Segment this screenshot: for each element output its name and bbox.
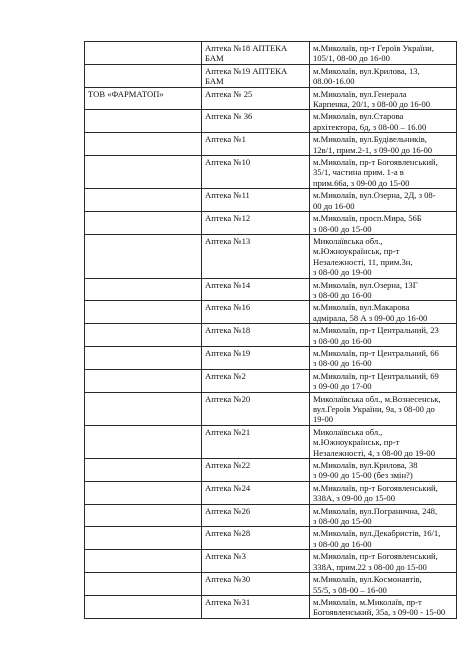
address-cell [310,504,457,527]
pharmacy-line: Аптека №1 [205,134,246,145]
address-line: 55/5, з 08-00 – 16-00 [313,584,387,595]
address-cell [310,234,457,278]
address-cell [310,42,457,65]
address-line: прим.66а, з 09-00 до 15-00 [313,177,410,188]
pharmacy-cell [202,301,310,324]
pharmacy-line: Аптека №3 [205,551,246,562]
address-line: м.Миколаїв, вул.Озерна, 13Г [313,279,418,290]
address-cell [310,595,457,618]
address-line: Богоявленський, 35а, з 09-00 - 15-00 [313,607,446,618]
address-cell [310,110,457,133]
pharmacy-line: Аптека №20 [205,393,251,404]
address-line: м.Миколаїв, вул.Пограничнa, 248, [313,505,438,516]
address-line: 08.00-16.00 [313,76,355,87]
address-line: Карпенка, 20/1, з 08-00 до 16-00 [313,99,431,110]
address-line: 35/1, частина прим. 1-а в [313,167,404,178]
address-cell [310,278,457,301]
company-cell [85,156,202,189]
address-line: з 08-00 до 16-00 [313,358,372,369]
address-cell [310,156,457,189]
pharmacy-line: Аптека №30 [205,574,251,585]
table-row [85,504,457,527]
address-line: Незалежності, 4, з 08-00 до 19-00 [313,447,436,458]
address-line: м.Миколаїв, вул.Будівельників, [313,134,427,145]
table-row [85,156,457,189]
table-row [85,278,457,301]
table-row [85,425,457,458]
table-row [85,189,457,212]
address-cell [310,87,457,110]
company-cell [85,42,202,65]
table-row [85,481,457,504]
address-line: м.Миколаїв, вул.Старова [313,111,404,122]
company-cell [85,278,202,301]
table-row [85,527,457,550]
table-row [85,87,457,110]
company-cell [85,481,202,504]
table-row [85,42,457,65]
address-line: м.Миколаїв, пр-т Богоявленський, [313,157,438,168]
pharmacy-cell [202,527,310,550]
address-line: м.Южноукраїнськ, пр-т [313,437,400,448]
table-row [85,346,457,369]
company-cell [85,189,202,212]
address-cell [310,133,457,156]
table-row [85,212,457,235]
address-line: м.Миколаїв, пр-т Центральний, 23 [313,325,439,336]
address-line: м.Миколаїв, вул.Декабристів, 16/1, [313,528,441,539]
pharmacy-line: Аптека №14 [205,279,251,290]
address-line: адмірала, 58 А з 09-00 до 16-00 [313,312,428,323]
table-row [85,369,457,392]
address-line: архітектора, 6д, з 08-00 – 16.00 [313,121,427,132]
pharmacy-line: Аптека № 25 [205,88,253,99]
address-line: з 09-00 до 15-00 (без змін?) [313,470,413,481]
company-cell: ТОВ «ФАРМАТОП» [85,87,202,110]
pharmacy-line: Аптека №18 [205,325,251,336]
table-row [85,595,457,618]
pharmacy-line: БАМ [205,53,224,64]
address-cell [310,425,457,458]
table-row [85,234,457,278]
address-line: м.Миколаїв, вул.Макарова [313,302,410,313]
company-cell [85,459,202,482]
pharmacy-cell [202,550,310,573]
address-cell [310,459,457,482]
address-line: 12в/1, прим.2-1, з 09-00 до 16-00 [313,144,433,155]
pharmacy-cell [202,573,310,596]
company-cell [85,369,202,392]
address-line: з 08-00 до 15-00 [313,516,372,527]
address-cell [310,392,457,425]
address-line: м.Миколаїв, пр-т Богоявленський, [313,551,438,562]
address-cell [310,324,457,347]
address-line: 338А, прим.22 з 08-00 до 15-00 [313,561,427,572]
company-cell [85,324,202,347]
address-cell [310,346,457,369]
table-row [85,64,457,87]
address-cell [310,481,457,504]
address-line: 00 до 16-00 [313,200,355,211]
pharmacy-line: Аптека №11 [205,190,250,201]
address-line: м.Миколаїв, м.Миколаїв, пр-т [313,596,422,607]
address-line: м.Миколаїв, вул.Озерна, 2Д, з 08- [313,190,436,201]
address-line: з 08-00 до 19-00 [313,267,372,278]
address-cell [310,189,457,212]
pharmacy-cell [202,459,310,482]
pharmacy-line: Аптека №26 [205,505,251,516]
pharmacy-cell [202,189,310,212]
company-cell [85,346,202,369]
pharmacy-cell [202,278,310,301]
pharmacy-cell [202,133,310,156]
address-line: Незалежності, 11, прим.3н, [313,256,413,267]
pharmacy-line: Аптека №2 [205,370,246,381]
pharmacy-line: Аптека №19 АПТЕКА [205,65,288,76]
address-cell [310,550,457,573]
pharmacy-cell [202,595,310,618]
pharmacy-cell [202,324,310,347]
company-cell [85,64,202,87]
address-line: м.Миколаїв, просп.Мира, 56Б [313,213,422,224]
address-line: м.Миколаїв, пр-т Центральний, 66 [313,347,439,358]
table-row [85,133,457,156]
pharmacy-cell [202,234,310,278]
company-cell [85,550,202,573]
pharmacy-line: Аптека №22 [205,460,251,471]
address-cell [310,64,457,87]
address-line: м.Миколаїв, вул.Космонавтів, [313,574,422,585]
pharmacy-cell [202,42,310,65]
pharmacy-cell [202,481,310,504]
pharmacy-cell [202,110,310,133]
pharmacy-line: Аптека № 36 [205,111,253,122]
address-line: з 08-00 до 15-00 [313,223,372,234]
pharmacy-line: Аптека №16 [205,302,251,313]
address-line: м.Миколаїв, пр-т Центральний, 69 [313,370,439,381]
address-line: вул.Героїв України, 9а, з 08-00 до [313,404,435,414]
table-row [85,550,457,573]
address-cell [310,212,457,235]
address-line: Миколаївська обл., [313,426,383,437]
pharmacy-line: Аптека №24 [205,482,251,493]
address-cell [310,369,457,392]
pharmacy-table [84,41,457,619]
table-row [85,392,457,425]
address-line: м.Миколаїв, пр-т Богоявленський, [313,482,438,493]
address-line: м.Миколаїв, вул.Генерала [313,88,407,99]
company-cell [85,212,202,235]
pharmacy-cell [202,425,310,458]
pharmacy-line: Аптека №19 [205,347,251,358]
address-line: з 09-00 до 17-00 [313,381,372,392]
address-line: з 08-00 до 16-00 [313,289,372,300]
pharmacy-line: Аптека №31 [205,596,251,607]
address-cell [310,301,457,324]
address-cell [310,573,457,596]
table-row [85,301,457,324]
table-row [85,110,457,133]
address-line: Миколаївська обл., [313,235,383,246]
pharmacy-table-body [85,42,457,619]
address-cell [310,527,457,550]
company-cell [85,234,202,278]
address-line: 105/1, 08-00 до 16-00 [313,53,390,64]
company-cell [85,133,202,156]
pharmacy-cell [202,369,310,392]
address-line: 19-00 [313,414,334,425]
table-row [85,459,457,482]
address-line: м.Миколаїв, вул.Крилова, 13, [313,65,420,76]
company-cell [85,425,202,458]
address-line: м.Миколаїв, пр-т Героїв України, [313,43,434,53]
address-line: 338А, з 09-00 до 15-00 [313,493,396,504]
address-line: з 08-00 до 16-00 [313,538,372,549]
company-cell [85,527,202,550]
company-cell [85,504,202,527]
table-row [85,324,457,347]
address-line: м.Южноукраїнськ, пр-т [313,246,400,257]
pharmacy-cell [202,392,310,425]
pharmacy-cell [202,504,310,527]
pharmacy-cell [202,346,310,369]
address-line: з 08-00 до 16-00 [313,335,372,346]
pharmacy-line: Аптека №21 [205,426,251,437]
company-cell [85,595,202,618]
pharmacy-line: Аптека №10 [205,157,251,168]
pharmacy-line: Аптека №12 [205,213,251,224]
address-line: м.Миколаїв, вул.Крилова, 38 [313,460,418,471]
company-cell [85,301,202,324]
table-row [85,573,457,596]
company-cell [85,392,202,425]
pharmacy-cell [202,87,310,110]
address-line: Миколаївська обл., м.Вознесенськ, [313,393,441,404]
pharmacy-cell [202,212,310,235]
company-cell [85,110,202,133]
pharmacy-cell [202,156,310,189]
pharmacy-line: БАМ [205,76,224,87]
pharmacy-line: Аптека №28 [205,528,251,539]
pharmacy-cell [202,64,310,87]
company-cell [85,573,202,596]
pharmacy-line: Аптека №18 АПТЕКА [205,43,288,53]
pharmacy-line: Аптека №13 [205,235,251,246]
